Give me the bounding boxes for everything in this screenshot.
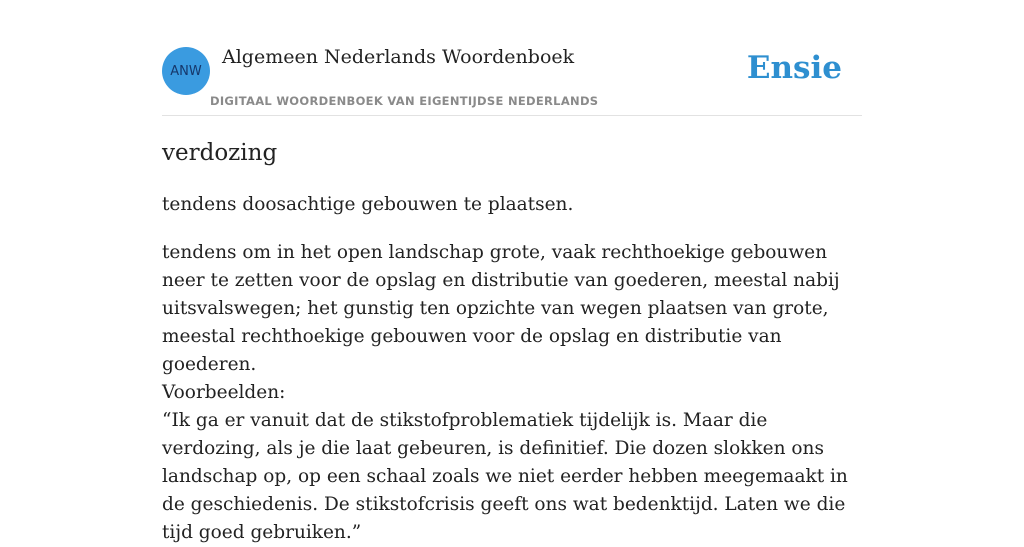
site-header [162,0,862,116]
anw-logo[interactable] [162,47,210,95]
ensie-brand-logo[interactable]: Ensie [746,50,842,86]
example-quote: “Ik ga er vanuit dat de stikstofproblematiek tijdelijk is. Maar die verdozing, als je die laat gebeuren, is definitief. Die dozen slokken ons landschap op, op een schaal zoals we niet eerder hebben meegemaakt in de geschiedenis. De stikstofcrisis geeft ons wat bedenktijd. Laten we die tijd goed gebruiken.” [162,410,848,543]
examples-label: Voorbeelden: [162,382,286,403]
logo-text: ANW [170,63,202,79]
site-subtitle: DIGITAAL WOORDENBOEK VAN EIGENTIJDSE NEDERLANDS [210,94,599,108]
long-definition: tendens om in het open landschap grote, vaak rechthoekige gebouwen neer te zetten voor de opslag en distributie van goederen, meestal nabij uitsvalswegen; het gunstig ten opzichte van wegen plaatsen van grote, meestal rechthoekige gebouwen voor de opslag en distributie van goederen. [162,242,840,375]
page [162,0,862,543]
short-definition: tendens doosachtige gebouwen te plaatsen. [162,194,574,215]
entry-headword: verdozing [162,140,278,166]
site-title[interactable]: Algemeen Nederlands Woordenboek [222,46,575,68]
